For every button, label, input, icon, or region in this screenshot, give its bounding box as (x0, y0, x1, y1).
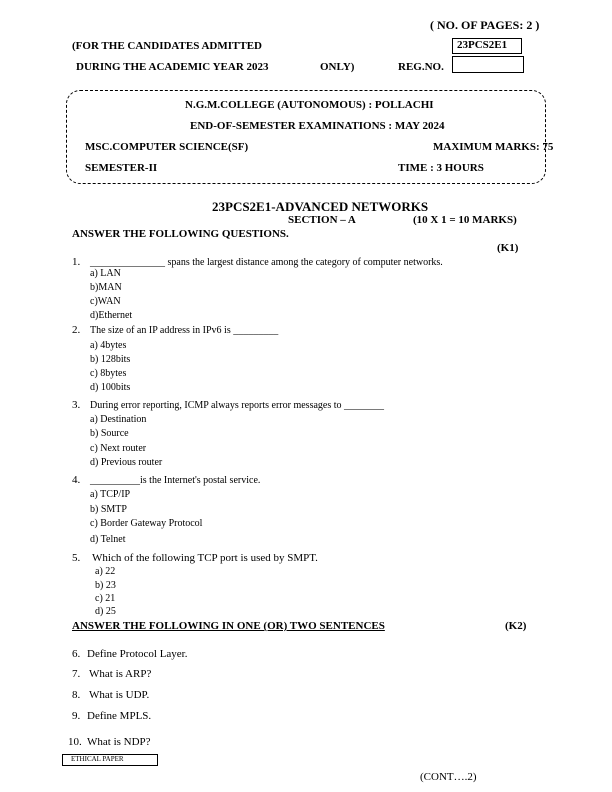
question-number: 5. (72, 552, 81, 564)
answer-option: b) Source (90, 428, 129, 439)
candidates-line-2: DURING THE ACADEMIC YEAR 2023 (76, 61, 269, 73)
semester: SEMESTER-II (85, 162, 158, 174)
section-a-marks: (10 X 1 = 10 MARKS) (413, 214, 517, 226)
question-text: During error reporting, ICMP always reports error messages to ________ (90, 400, 385, 411)
question-number: 9. (72, 710, 81, 722)
exam-time: TIME : 3 HOURS (398, 162, 484, 174)
question-number: 8. (72, 689, 81, 701)
question-text: The size of an IP address in IPv6 is _________ (90, 325, 279, 336)
answer-option: b)MAN (90, 282, 122, 293)
answer-option: a) Destination (90, 414, 147, 425)
section-a-level: (K1) (497, 242, 519, 254)
only-label: ONLY) (320, 61, 355, 73)
answer-option: c)WAN (90, 296, 121, 307)
question-number: 7. (72, 668, 81, 680)
reg-no-box[interactable] (452, 56, 524, 73)
answer-option: d) 100bits (90, 382, 131, 393)
continuation-note: (CONT….2) (420, 771, 477, 783)
answer-option: a) 22 (95, 566, 116, 577)
answer-option: c) 8bytes (90, 368, 127, 379)
question-text: Define MPLS. (87, 710, 152, 722)
question-number: 2. (72, 324, 81, 336)
question-number: 10. (68, 736, 82, 748)
answer-option: a) 4bytes (90, 340, 127, 351)
paper-title: 23PCS2E1-ADVANCED NETWORKS (212, 199, 429, 214)
answer-option: b) 128bits (90, 354, 131, 365)
code-box-text: 23PCS2E1 (457, 39, 508, 51)
ethical-paper-tag (62, 754, 158, 766)
question-number: 6. (72, 648, 81, 660)
answer-option: a) TCP/IP (90, 489, 131, 500)
candidates-line-1: (FOR THE CANDIDATES ADMITTED (72, 40, 262, 52)
exam-name: END-OF-SEMESTER EXAMINATIONS : MAY 2024 (190, 120, 445, 132)
answer-option: d) Previous router (90, 457, 163, 468)
max-marks: MAXIMUM MARKS: 75 (433, 141, 554, 153)
answer-option: a) LAN (90, 268, 121, 279)
question-text: _______________ spans the largest distance among the category of computer networks. (90, 257, 443, 268)
question-text: What is UDP. (89, 689, 150, 701)
section-a-title: SECTION – A (288, 214, 356, 226)
section-b-level: (K2) (505, 620, 527, 632)
question-number: 3. (72, 399, 81, 411)
question-number: 4. (72, 474, 81, 486)
answer-option: d)Ethernet (90, 310, 133, 321)
reg-no-label: REG.NO. (398, 61, 444, 73)
answer-option: c) Next router (90, 443, 147, 454)
question-number: 1. (72, 256, 81, 268)
answer-option: b) SMTP (90, 504, 127, 515)
answer-option: b) 23 (95, 580, 116, 591)
ethical-paper-text: ETHICAL PAPER (71, 755, 124, 763)
section-b-instruction: ANSWER THE FOLLOWING IN ONE (OR) TWO SENTENCES (72, 620, 385, 632)
course-name: MSC.COMPUTER SCIENCE(SF) (85, 141, 249, 153)
section-a-instruction: ANSWER THE FOLLOWING QUESTIONS. (72, 228, 289, 240)
question-text: Define Protocol Layer. (87, 648, 188, 660)
answer-option: d) Telnet (90, 534, 126, 545)
answer-option: d) 25 (95, 606, 116, 617)
question-text: __________is the Internet's postal service. (90, 475, 261, 486)
college-name: N.G.M.COLLEGE (AUTONOMOUS) : POLLACHI (185, 99, 434, 111)
question-text: What is NDP? (87, 736, 151, 748)
question-text: Which of the following TCP port is used by SMPT. (92, 552, 318, 564)
question-text: What is ARP? (89, 668, 152, 680)
page-count: ( NO. OF PAGES: 2 ) (430, 18, 540, 32)
code-box (452, 38, 522, 54)
answer-option: c) 21 (95, 593, 116, 604)
answer-option: c) Border Gateway Protocol (90, 518, 203, 529)
